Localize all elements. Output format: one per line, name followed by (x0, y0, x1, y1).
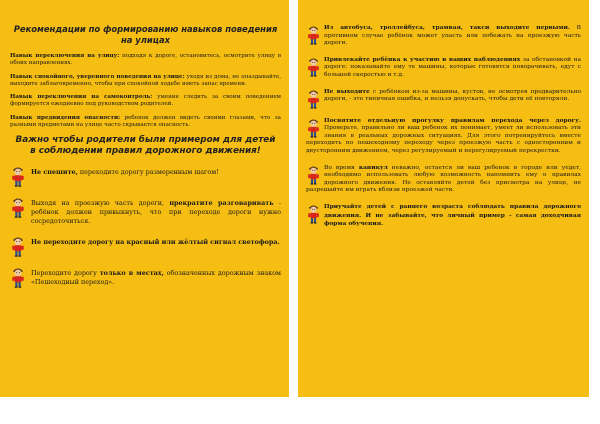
cartoon-child-icon (10, 235, 26, 257)
rule-post: - ребёнок должен привыкнуть, что при переходе дороги нужно сосредоточиться. (31, 199, 281, 226)
rule-text (31, 266, 281, 287)
rule-item (306, 117, 581, 156)
page-gap (289, 0, 298, 397)
rule-pre: Выходя на проезжую часть дороги, (31, 199, 170, 208)
rule-bold: Приучайте детей с раннего возраста соблюдать правила дорожного движения. И не забывайте, что личный пример - самая доходчивая форма обучения. (324, 202, 581, 228)
rule-text (306, 88, 581, 104)
rule-post: В противном случае ребёнок может упасть или побежать на проезжую часть дороги. (324, 25, 582, 47)
rule-post: Проверьте, правильно ли ваш ребенок их понимает, умеет ли использовать эти знания в реальных дорожных ситуациях. Для этого потренируйтесь вместе переходить по пешеходному переходу через проезжую часть с односторонним и двусторонним движением, через регулируемый и нерегулируемый перекрестки. (306, 125, 581, 154)
rule-text (306, 24, 581, 48)
paragraph-text: уходя из дома, не опаздывайте, выходите заблаговременно, чтобы при спокойной ходьбе иметь запас времени. (10, 73, 281, 87)
rule-text (306, 203, 581, 229)
rule-post: за обстановкой на дороге: показывайте ему те машины, которые готовятся поворачивать, едут с большой скоростью и т.д. (324, 56, 581, 78)
rule-bold: только в местах, (99, 269, 164, 278)
rule-item (10, 196, 281, 226)
paragraph-text: умение следить за своим поведением формируется ежедневно под руководством родителей. (10, 94, 281, 108)
cartoon-child-icon (306, 24, 321, 45)
paragraph (10, 115, 281, 130)
paragraph (10, 74, 281, 89)
rule-item (306, 56, 581, 80)
cartoon-child-icon (306, 56, 321, 77)
right-panel (298, 0, 589, 397)
rule-text (306, 164, 581, 195)
page-title: Рекомендации по формированию навыков поведения на улицах (13, 24, 278, 45)
rule-bold: Привлекайте ребёнка к участию в ваших наблюдениях (324, 55, 521, 63)
paragraph-lead: Навык переключения на самоконтроль: (10, 94, 153, 101)
rule-post: переходите дорогу размеренным шагом! (77, 168, 219, 177)
section-subtitle: Важно чтобы родители были примером для детей в соблюдении правил дорожного движения! (15, 135, 276, 157)
rule-post: с ребёнком из-за машины, кустов, не осмотрев предварительно дороги, - это типичная ошибка, и нельзя допускать, чтобы дети её повторяли. (324, 88, 581, 103)
rule-item (306, 24, 581, 48)
rule-bold: прекратите разговаривать (169, 199, 274, 208)
paragraph-lead: Навык предвидения опасности: (10, 114, 121, 121)
rule-item (10, 165, 281, 187)
rule-text (306, 56, 581, 80)
rule-text (31, 196, 281, 226)
rule-bold: Из автобуса, троллейбуса, трамвая, такси выходите первыми. (324, 24, 570, 31)
rule-item (10, 266, 281, 288)
rule-text (306, 117, 581, 156)
rule-post: обозначенных дорожным знаком «Пешеходный переход». (31, 269, 281, 287)
rule-bold: Посвятите отдельную прогулку правилам перехода через дорогу. (324, 116, 581, 124)
cartoon-child-icon (10, 196, 26, 218)
paragraph-lead: Навык спокойного, уверенного поведения на улице: (10, 73, 185, 80)
cartoon-child-icon (306, 117, 321, 138)
cartoon-child-icon (306, 164, 321, 185)
rule-text (31, 165, 281, 177)
rule-pre: Переходите дорогу (31, 269, 100, 278)
rule-bold: Не спешите, (31, 168, 78, 177)
paragraph (10, 53, 281, 68)
rule-bold: Не выходите (324, 87, 370, 95)
cartoon-child-icon (306, 203, 321, 224)
rule-bold: каникул (358, 163, 388, 171)
rule-text (31, 235, 281, 247)
cartoon-child-icon (10, 266, 26, 288)
rule-bold: Не переходите дорогу на красный или жёлтый сигнал светофора. (31, 238, 280, 247)
paragraph (10, 94, 281, 109)
cartoon-child-icon (306, 88, 321, 109)
rule-item (306, 203, 581, 229)
cartoon-child-icon (10, 165, 26, 187)
rule-item (306, 88, 581, 109)
rule-item (10, 235, 281, 257)
rule-item (306, 164, 581, 195)
rule-pre: Во время (324, 164, 359, 171)
paragraph-text: подходя к дороге, остановитесь, осмотрите улицу в обоих направлениях. (10, 53, 281, 67)
left-panel (0, 0, 289, 397)
paragraph-lead: Навык переключения на улицу: (10, 53, 120, 59)
rule-post: неважно, остается ли ваш ребенок в городе или уедет, необходимо использовать любую возможность напомнить ему о правилах дорожного движения. Не оставляйте детей без присмотра на улице, не разрешайте им играть вблизи проезжей части. (306, 164, 581, 194)
paragraph-text: ребенок должен видеть своими глазами, что за разными предметами на улице часто скрывается опасность. (10, 114, 281, 129)
